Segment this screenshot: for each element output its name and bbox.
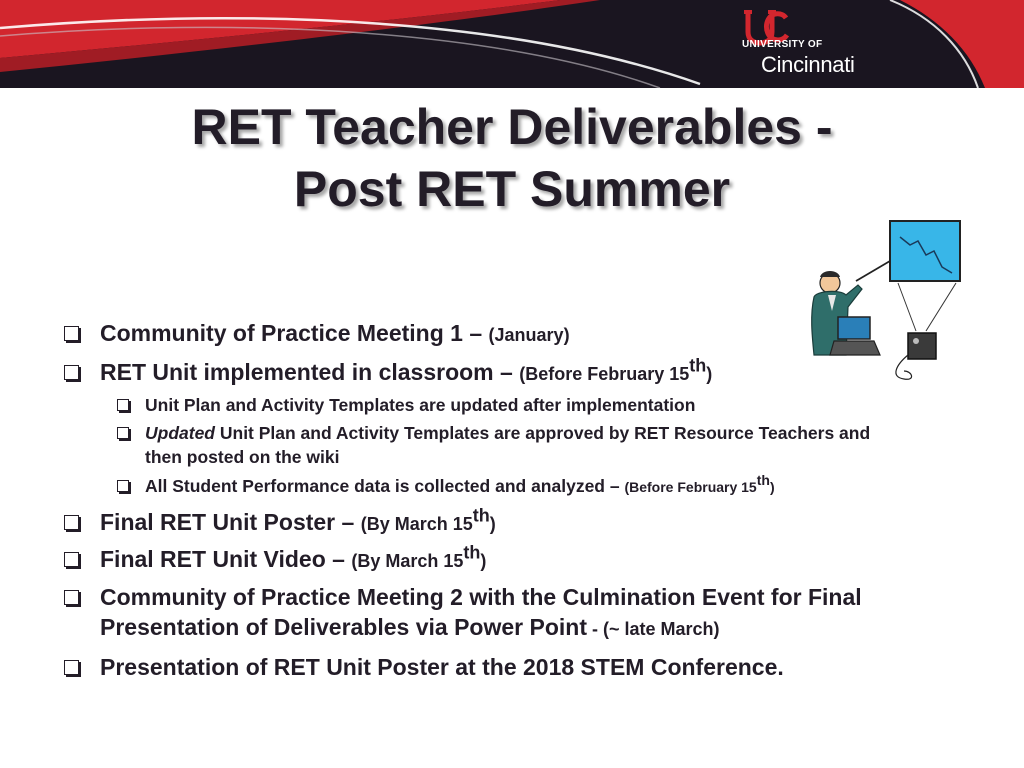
list-item-continuation [100, 612, 720, 644]
checkbox-bullet-icon [64, 326, 79, 341]
list-item [100, 318, 570, 350]
checkbox-bullet-icon [64, 552, 79, 567]
university-logo [742, 10, 882, 76]
item-text: Community of Practice Meeting 2 with the Culmination Event for Final [100, 584, 862, 610]
slide-title [40, 96, 984, 220]
header-band [0, 0, 1024, 88]
item-text: Final RET Unit Video – [100, 546, 352, 572]
item-date-suffix: th [472, 505, 490, 526]
item-text: Presentation of RET Unit Poster at the 2018 STEM Conference. [100, 654, 784, 680]
item-date-close: ) [480, 551, 487, 571]
item-text-line-2: Presentation of Deliverables via Power Point [100, 614, 587, 640]
checkbox-bullet-icon [64, 365, 79, 380]
subitem-date-close: ) [769, 479, 775, 495]
subitem-text: Unit Plan and Activity Templates are updated after implementation [145, 395, 696, 415]
item-date: (By March 15 [360, 514, 473, 534]
list-item [100, 357, 712, 389]
subitem-date: (Before February 15 [624, 479, 757, 495]
subitem-text-line-2: then posted on the wiki [145, 447, 340, 467]
item-date-suffix: th [463, 542, 481, 563]
list-item [100, 582, 862, 612]
list-item [100, 507, 496, 539]
checkbox-bullet-icon [64, 590, 79, 605]
logo-university-text: UNIVERSITY OF [742, 39, 823, 50]
item-date: (January) [488, 325, 570, 345]
item-date: (By March 15 [351, 551, 464, 571]
list-subitem [145, 474, 775, 499]
list-subitem [145, 421, 870, 445]
checkbox-bullet-icon [64, 660, 79, 675]
checkbox-bullet-icon [117, 399, 129, 411]
item-text: RET Unit implemented in classroom – [100, 359, 520, 385]
item-date: - (~ late March) [587, 619, 720, 639]
subitem-text: All Student Performance data is collected and analyzed – [145, 476, 625, 496]
item-date-suffix: th [689, 355, 707, 376]
subitem-text: Unit Plan and Activity Templates are approved by RET Resource Teachers and [215, 423, 871, 443]
title-line-2: Post RET Summer [293, 161, 731, 217]
item-text: Community of Practice Meeting 1 – [100, 320, 489, 346]
list-item [100, 652, 784, 682]
subitem-emphasis: Updated [145, 423, 215, 443]
list-subitem-continuation [145, 445, 339, 469]
item-text: Final RET Unit Poster – [100, 509, 361, 535]
item-date-close: ) [706, 364, 713, 384]
item-date: (Before February 15 [519, 364, 690, 384]
list-subitem [145, 393, 695, 417]
checkbox-bullet-icon [117, 480, 129, 492]
subitem-date-suffix: th [756, 472, 770, 489]
item-date-close: ) [489, 514, 496, 534]
list-item [100, 544, 486, 576]
presenter-clipart-icon [800, 215, 970, 385]
logo-city-text: Cincinnati [761, 52, 855, 77]
checkbox-bullet-icon [117, 427, 129, 439]
checkbox-bullet-icon [64, 515, 79, 530]
title-line-1: RET Teacher Deliverables - [191, 99, 833, 155]
